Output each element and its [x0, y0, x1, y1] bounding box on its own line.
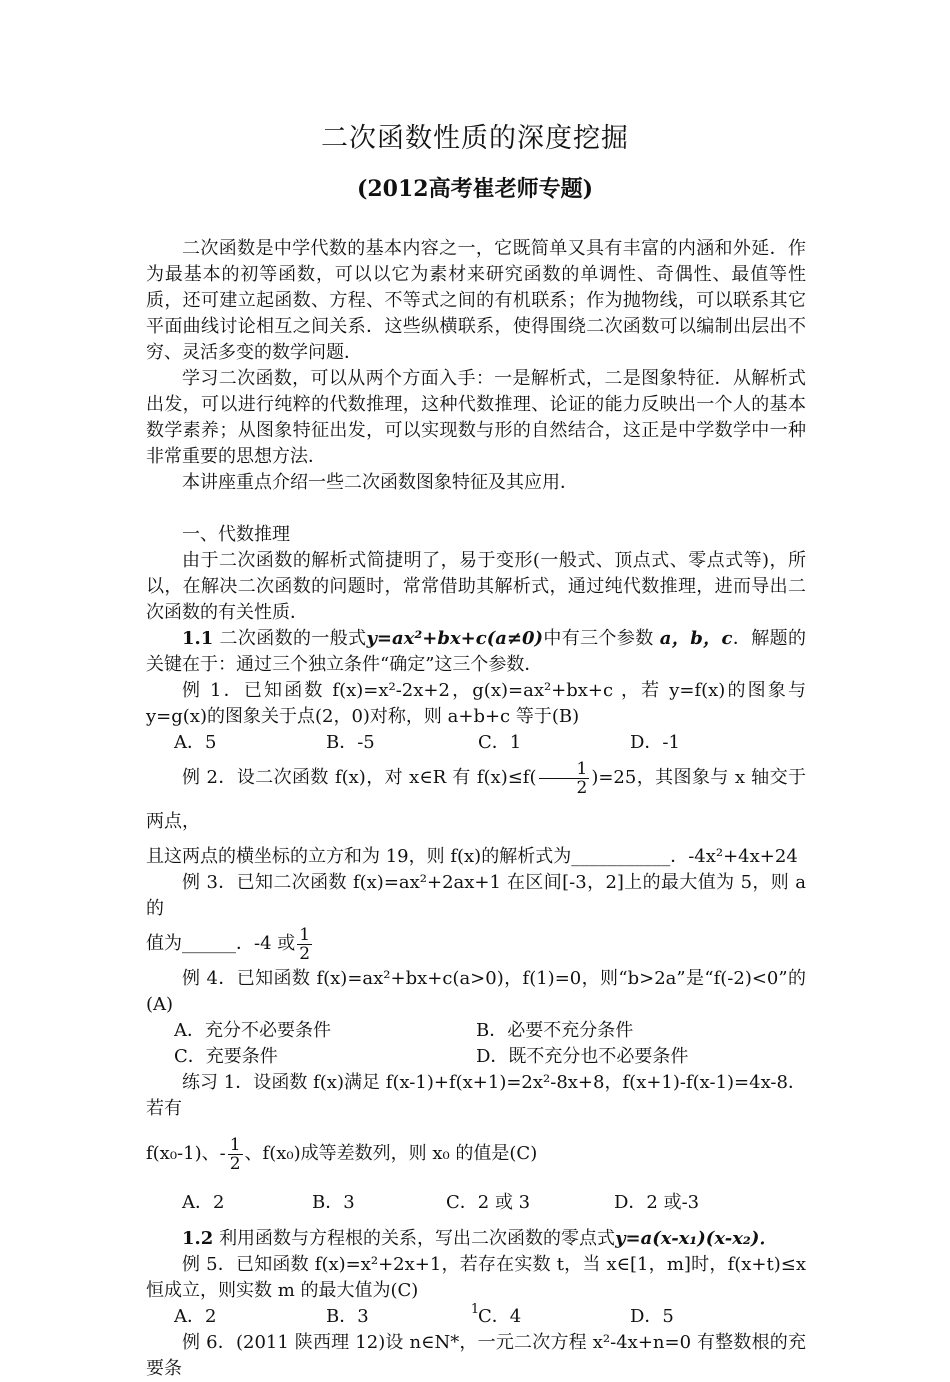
option-a: A．2	[182, 1192, 225, 1213]
example-4-options-row2	[146, 1044, 806, 1070]
spacer	[146, 496, 806, 522]
option-a: A．5	[174, 732, 217, 753]
subsection-1-1: 1.1 二次函数的一般式y=ax²+bx+c(a≠0)中有三个参数 a，b，c．解题的关键在于：通过三个独立条件“确定”这三个参数．	[146, 628, 807, 675]
option-c: C．1	[478, 732, 522, 753]
option-d: D．既不充分也不必要条件	[476, 1046, 689, 1067]
intro-paragraph-1: 二次函数是中学代数的基本内容之一，它既简单又具有丰富的内涵和外延．作为最基本的初等函数，可以以它为素材来研究函数的单调性、奇偶性、最值等性质，还可建立起函数、方程、不等式之间的有机联系；作为抛物线，可以联系其它平面曲线讨论相互之间关系．这些纵横联系，使得围绕二次函数可以编制出层出不穷、灵活多变的数学问题．	[146, 238, 806, 363]
subsection-1-2: 1.2 利用函数与方程根的关系，写出二次函数的零点式y=a(x-x₁)(x-x₂)．	[182, 1228, 778, 1249]
example-3-cont: 值为______．-4 或 $\frac{1}{2}$	[146, 924, 311, 964]
page-title: 二次函数性质的深度挖掘	[321, 123, 629, 154]
intro-paragraph-3: 本讲座重点介绍一些二次函数图象特征及其应用．	[182, 472, 578, 493]
document-body	[146, 236, 806, 1382]
option-a: A．充分不必要条件	[174, 1020, 331, 1041]
example-6: 例 6．(2011 陕西理 12)设 n∈N*，一元二次方程 x²-4x+n=0 有整数根的充要条	[146, 1332, 806, 1379]
example-1: 例 1．已知函数 f(x)=x²-2x+2，g(x)=ax²+bx+c ，若 y=f(x)的图象与 y=g(x)的图象关于点(2，0)对称，则 a+b+c 等于(B)	[146, 680, 806, 727]
option-c: C．2 或 3	[446, 1192, 531, 1213]
option-b: B．3	[326, 1306, 369, 1327]
example-4-options-row1	[146, 1018, 806, 1044]
example-2: 例 2．设二次函数 f(x)，对 x∈R 有 f(x)≤f( $\frac{1}{2}$ )=25，其图象与 x 轴交于两点，	[146, 758, 806, 832]
option-d: D．5	[630, 1306, 674, 1327]
option-c: C．4	[478, 1306, 522, 1327]
option-d: D．-1	[630, 732, 680, 753]
example-1-options	[146, 730, 806, 756]
fraction: $\frac{1}{2}$	[229, 1134, 241, 1174]
section-heading: 一、代数推理	[182, 524, 290, 545]
intro-paragraph-2: 学习二次函数，可以从两个方面入手：一是解析式，二是图象特征．从解析式出发，可以进行纯粹的代数推理，这种代数推理、论证的能力反映出一个人的基本数学素养；从图象特征出发，可以实现数与形的自然结合，这正是中学数学中一种非常重要的思想方法．	[146, 368, 806, 467]
example-4: 例 4．已知函数 f(x)=ax²+bx+c(a>0)，f(1)=0，则“b>2a”是“f(-2)<0”的(A)	[146, 968, 806, 1015]
option-b: B．必要不充分条件	[476, 1020, 634, 1041]
option-d: D．2 或-3	[614, 1192, 700, 1213]
fraction: $\frac{1}{2}$	[299, 924, 311, 964]
practice-1-options	[146, 1190, 806, 1216]
practice-1-cont: f(x₀-1)、- $\frac{1}{2}$ 、f(x₀)成等差数列，则 x₀ 的值是(C)	[146, 1134, 538, 1174]
example-5: 例 5．已知函数 f(x)=x²+2x+1，若存在实数 t，当 x∈[1，m]时，f(x+t)≤x 恒成立，则实数 m 的最大值为(C)	[146, 1254, 806, 1301]
parameters: a，b，c	[659, 628, 733, 649]
example-3: 例 3．已知二次函数 f(x)=ax²+2ax+1 在区间[-3，2]上的最大值为 5，则 a 的	[146, 872, 806, 919]
section-paragraph: 由于二次函数的解析式简捷明了，易于变形(一般式、顶点式、零点式等)，所以，在解决二次函数的问题时，常常借助其解析式，通过纯代数推理，进而导出二次函数的有关性质．	[146, 550, 806, 623]
option-a: A．2	[174, 1306, 217, 1327]
option-b: B．-5	[326, 732, 375, 753]
general-formula: y=ax²+bx+c(a≠0)	[366, 628, 544, 649]
practice-1: 练习 1．设函数 f(x)满足 f(x-1)+f(x+1)=2x²-8x+8，f(x+1)-f(x-1)=4x-8．若有	[146, 1072, 806, 1119]
subsection-number: 1.1	[182, 628, 214, 649]
option-b: B．3	[312, 1192, 355, 1213]
option-c: C．充要条件	[174, 1046, 278, 1067]
zero-form-formula: y=a(x-x₁)(x-x₂)．	[615, 1228, 778, 1249]
fraction: $\frac{1}{2}$	[539, 760, 590, 797]
example-2-cont: 且这两点的横坐标的立方和为 19，则 f(x)的解析式为___________．-4x²+4x+24	[146, 846, 798, 867]
page-number: 1	[470, 1302, 480, 1317]
page-subtitle: (2012高考崔老师专题)	[356, 176, 594, 202]
